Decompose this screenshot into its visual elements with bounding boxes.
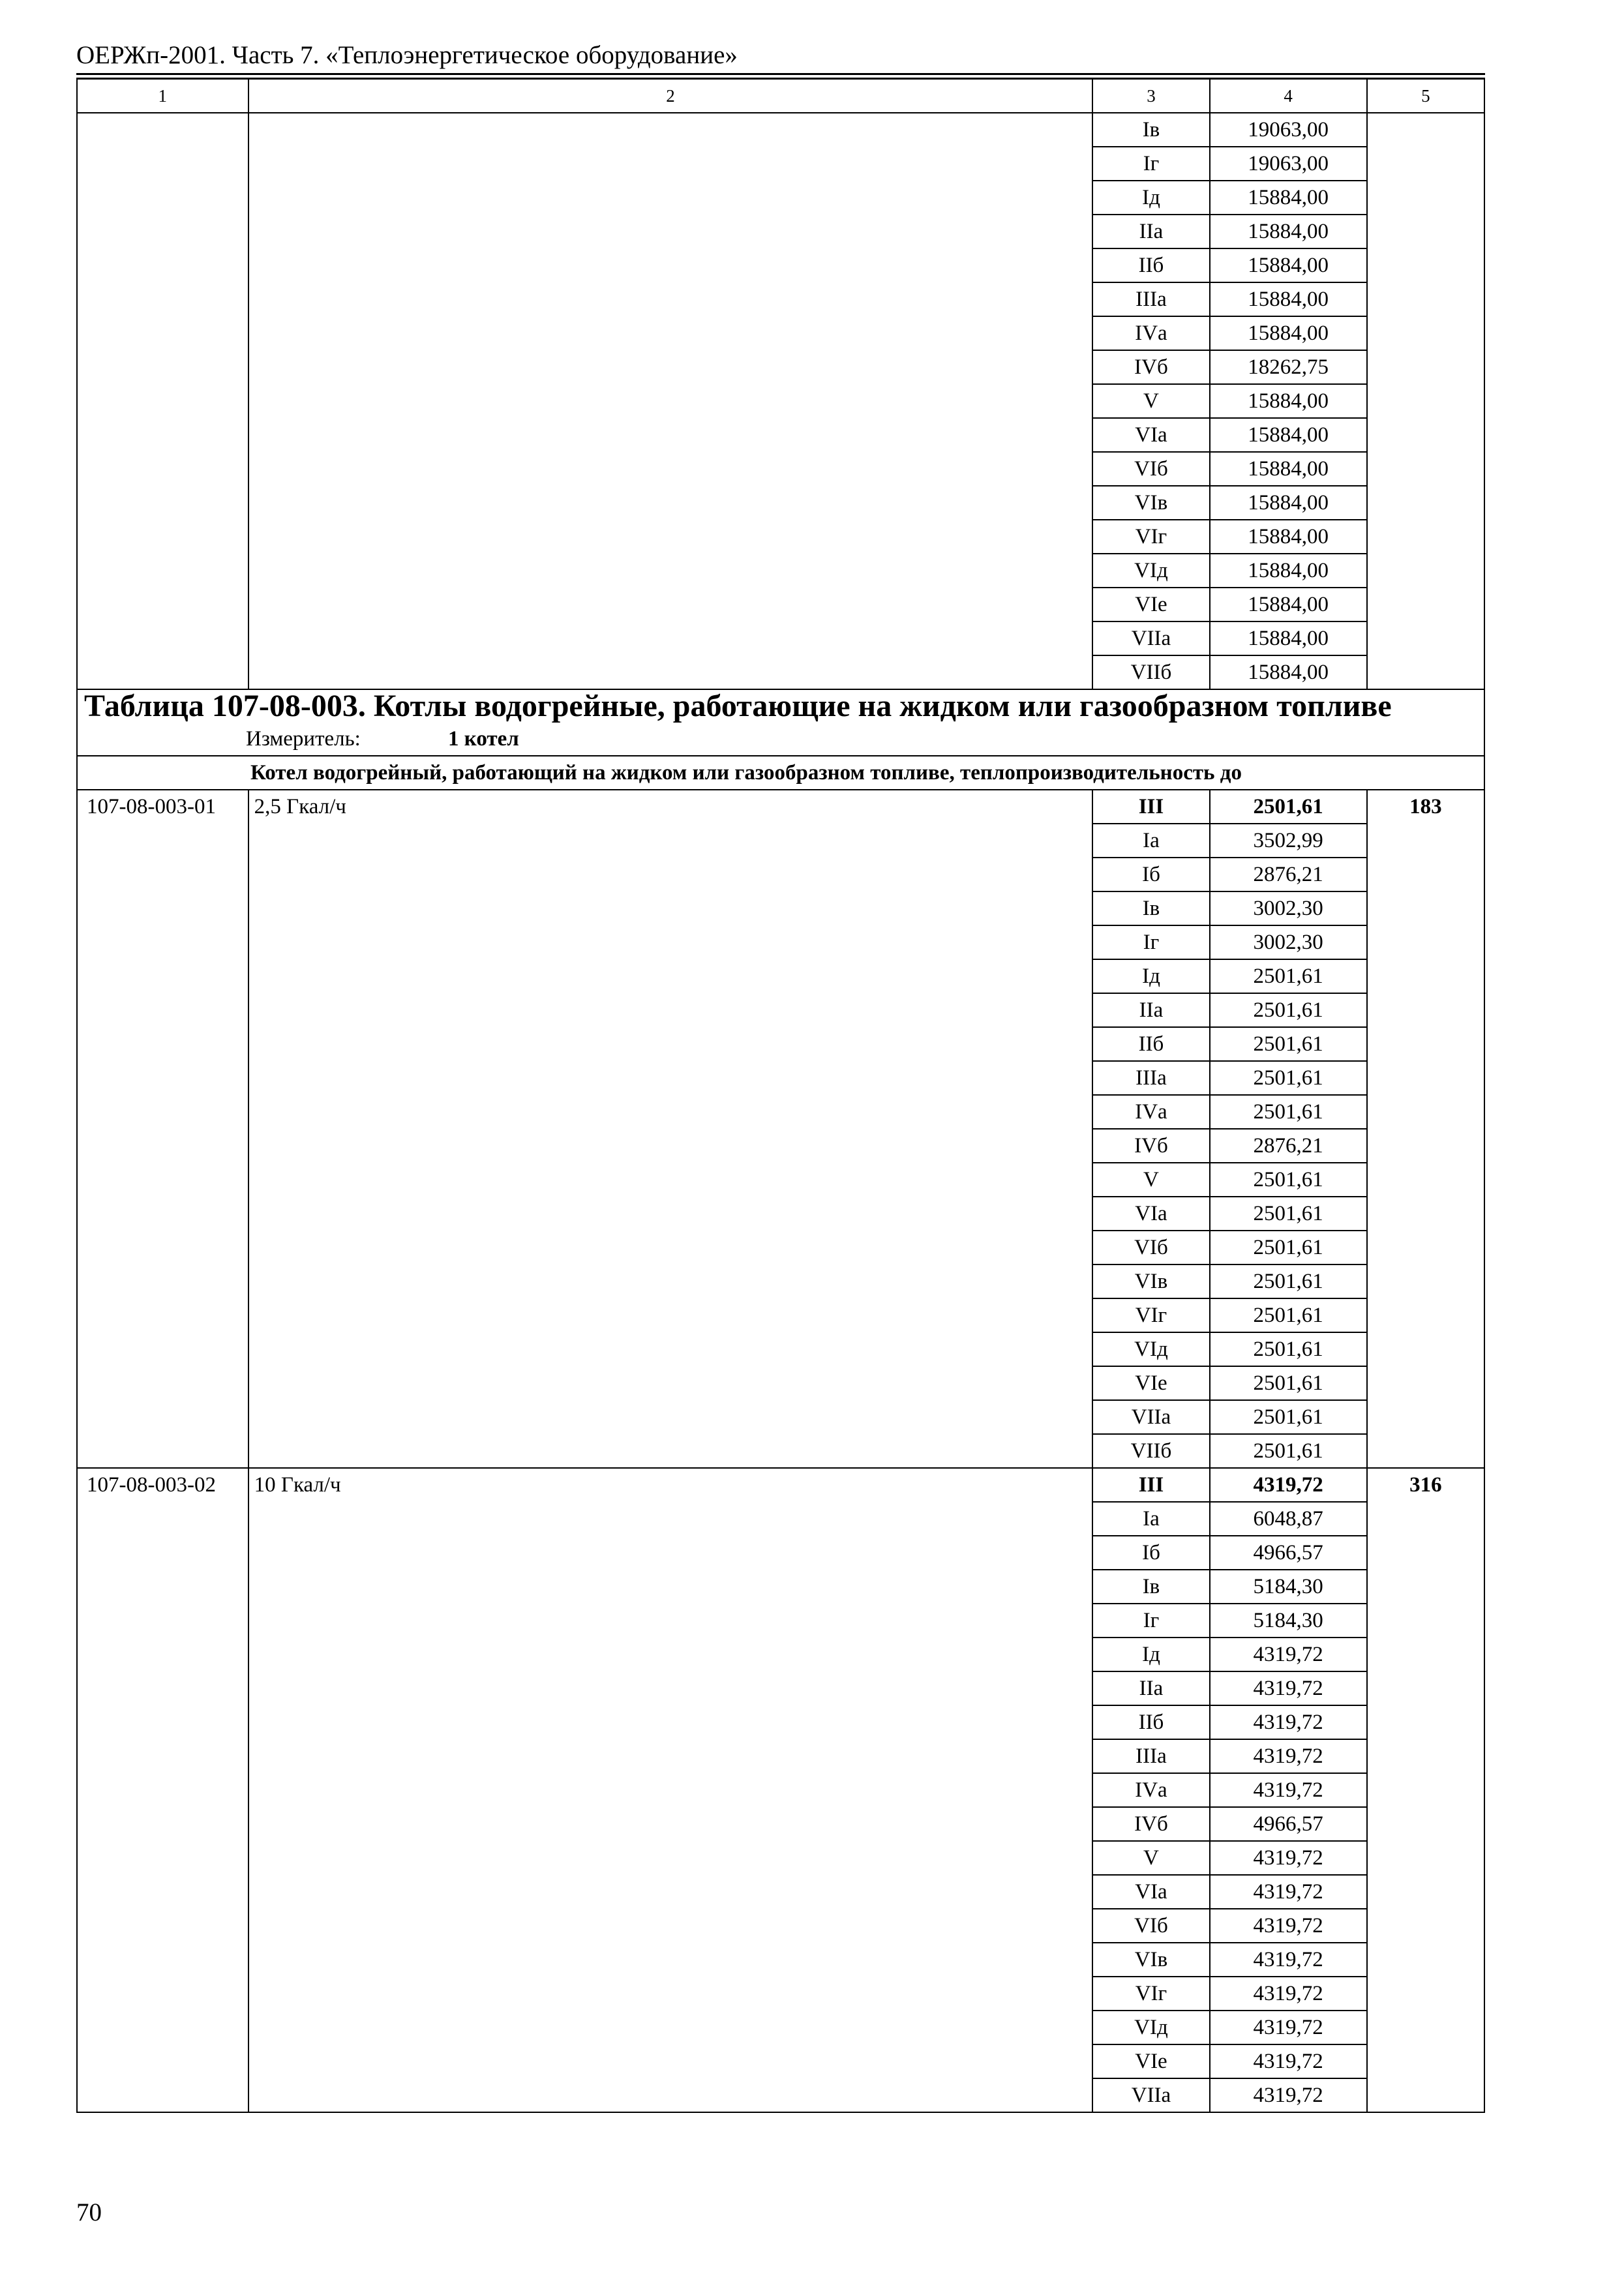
table-subtitle: Котел водогрейный, работающий на жидком или газообразном топливе, теплопроизводительность до <box>77 756 1484 790</box>
item-code: 107-08-003-01 <box>77 790 248 1468</box>
item-col5: 183 <box>1367 790 1484 1468</box>
price-cell: 15884,00 <box>1210 554 1367 588</box>
price-cell: 4319,72 <box>1210 1705 1367 1739</box>
price-cell: 15884,00 <box>1210 588 1367 621</box>
price-cell: 4319,72 <box>1210 1739 1367 1773</box>
price-cell: 4319,72 <box>1210 1977 1367 2011</box>
measure-value: 1 котел <box>448 727 519 751</box>
region-cell: IVа <box>1092 1095 1209 1129</box>
region-cell: IIIа <box>1092 1061 1209 1095</box>
price-cell: 5184,30 <box>1210 1604 1367 1638</box>
region-cell: VIе <box>1092 2044 1209 2078</box>
price-cell: 15884,00 <box>1210 282 1367 316</box>
price-cell: 19063,00 <box>1210 147 1367 181</box>
region-cell: IVб <box>1092 1129 1209 1163</box>
price-cell: 4319,72 <box>1210 1773 1367 1807</box>
price-cell: 15884,00 <box>1210 655 1367 689</box>
price-cell: 2501,61 <box>1210 993 1367 1027</box>
region-cell: VIг <box>1092 1298 1209 1332</box>
region-cell: VIе <box>1092 1366 1209 1400</box>
region-cell: VIIа <box>1092 621 1209 655</box>
name-cell <box>248 113 1093 689</box>
price-cell: 2501,61 <box>1210 1298 1367 1332</box>
price-cell: 15884,00 <box>1210 384 1367 418</box>
column-number: 2 <box>248 79 1093 113</box>
price-cell: 15884,00 <box>1210 452 1367 486</box>
table-title-row <box>77 689 1484 723</box>
region-cell: VIб <box>1092 1231 1209 1264</box>
region-cell: Iб <box>1092 1536 1209 1570</box>
table-row <box>77 113 1484 147</box>
price-cell: 4319,72 <box>1210 1468 1367 1502</box>
region-cell: VIд <box>1092 2011 1209 2044</box>
region-cell: Iв <box>1092 113 1209 147</box>
region-cell: VIг <box>1092 520 1209 554</box>
price-cell: 5184,30 <box>1210 1570 1367 1604</box>
region-cell: VIе <box>1092 588 1209 621</box>
price-cell: 2501,61 <box>1210 1264 1367 1298</box>
price-cell: 15884,00 <box>1210 621 1367 655</box>
price-cell: 15884,00 <box>1210 418 1367 452</box>
region-cell: IIIа <box>1092 1739 1209 1773</box>
price-cell: 2501,61 <box>1210 1400 1367 1434</box>
region-cell: IIб <box>1092 248 1209 282</box>
region-cell: IVа <box>1092 1773 1209 1807</box>
price-cell: 2501,61 <box>1210 959 1367 993</box>
column-number: 5 <box>1367 79 1484 113</box>
table-title: Таблица 107-08-003. Котлы водогрейные, работающие на жидком или газообразном топливе <box>77 689 1484 723</box>
price-cell: 4319,72 <box>1210 1875 1367 1909</box>
region-cell: IIб <box>1092 1027 1209 1061</box>
region-cell: III <box>1092 790 1209 824</box>
region-cell: Iа <box>1092 1502 1209 1536</box>
price-cell: 15884,00 <box>1210 248 1367 282</box>
item-name: 2,5 Гкал/ч <box>248 790 1093 1468</box>
region-cell: VIIа <box>1092 2078 1209 2112</box>
region-cell: IIIа <box>1092 282 1209 316</box>
region-cell: Iд <box>1092 959 1209 993</box>
price-cell: 15884,00 <box>1210 181 1367 215</box>
region-cell: Iг <box>1092 147 1209 181</box>
price-cell: 4319,72 <box>1210 1671 1367 1705</box>
region-cell: IVа <box>1092 316 1209 350</box>
region-cell: VIв <box>1092 1943 1209 1977</box>
region-cell: VIIб <box>1092 655 1209 689</box>
measure-row <box>77 723 1484 756</box>
header-rule <box>76 73 1485 75</box>
rates-table <box>76 78 1485 2113</box>
price-cell: 15884,00 <box>1210 316 1367 350</box>
price-cell: 3002,30 <box>1210 891 1367 925</box>
column-number: 1 <box>77 79 248 113</box>
column-number: 3 <box>1092 79 1209 113</box>
region-cell: VIб <box>1092 452 1209 486</box>
region-cell: VIв <box>1092 486 1209 520</box>
column-number: 4 <box>1210 79 1367 113</box>
region-cell: IVб <box>1092 350 1209 384</box>
column-number-row <box>77 79 1484 113</box>
price-cell: 15884,00 <box>1210 215 1367 248</box>
region-cell: VIа <box>1092 1875 1209 1909</box>
region-cell: VIд <box>1092 1332 1209 1366</box>
region-cell: VIд <box>1092 554 1209 588</box>
price-cell: 2501,61 <box>1210 1332 1367 1366</box>
item-col5: 316 <box>1367 1468 1484 2112</box>
price-cell: 2501,61 <box>1210 1231 1367 1264</box>
region-cell: Iв <box>1092 891 1209 925</box>
region-cell: Iг <box>1092 1604 1209 1638</box>
page-number: 70 <box>76 2198 102 2226</box>
price-cell: 2501,61 <box>1210 1197 1367 1231</box>
price-cell: 19063,00 <box>1210 113 1367 147</box>
region-cell: Iд <box>1092 181 1209 215</box>
price-cell: 4966,57 <box>1210 1536 1367 1570</box>
region-cell: IIа <box>1092 215 1209 248</box>
region-cell: Iа <box>1092 824 1209 858</box>
code-cell <box>77 113 248 689</box>
region-cell: Iг <box>1092 925 1209 959</box>
table-row <box>77 790 1484 824</box>
measure-cell <box>77 723 1484 756</box>
region-cell: V <box>1092 384 1209 418</box>
item-name: 10 Гкал/ч <box>248 1468 1093 2112</box>
price-cell: 3002,30 <box>1210 925 1367 959</box>
price-cell: 2876,21 <box>1210 858 1367 891</box>
price-cell: 6048,87 <box>1210 1502 1367 1536</box>
price-cell: 2501,61 <box>1210 1163 1367 1197</box>
price-cell: 4966,57 <box>1210 1807 1367 1841</box>
region-cell: Iб <box>1092 858 1209 891</box>
price-cell: 2501,61 <box>1210 790 1367 824</box>
measure-label: Измеритель: <box>246 727 361 751</box>
price-cell: 2501,61 <box>1210 1061 1367 1095</box>
price-cell: 2501,61 <box>1210 1434 1367 1468</box>
price-cell: 4319,72 <box>1210 1841 1367 1875</box>
item-code: 107-08-003-02 <box>77 1468 248 2112</box>
price-cell: 4319,72 <box>1210 2011 1367 2044</box>
price-cell: 4319,72 <box>1210 1943 1367 1977</box>
region-cell: IIа <box>1092 1671 1209 1705</box>
price-cell: 4319,72 <box>1210 2078 1367 2112</box>
region-cell: V <box>1092 1841 1209 1875</box>
col5-cell <box>1367 113 1484 689</box>
price-cell: 2876,21 <box>1210 1129 1367 1163</box>
price-cell: 18262,75 <box>1210 350 1367 384</box>
price-cell: 2501,61 <box>1210 1095 1367 1129</box>
region-cell: VIIб <box>1092 1434 1209 1468</box>
region-cell: VIIа <box>1092 1400 1209 1434</box>
page-header: ОЕРЖп-2001. Часть 7. «Теплоэнергетическое оборудование» <box>76 41 738 69</box>
price-cell: 4319,72 <box>1210 1909 1367 1943</box>
region-cell: VIб <box>1092 1909 1209 1943</box>
table-row <box>77 1468 1484 1502</box>
region-cell: VIа <box>1092 1197 1209 1231</box>
region-cell: IIб <box>1092 1705 1209 1739</box>
price-cell: 15884,00 <box>1210 520 1367 554</box>
region-cell: IVб <box>1092 1807 1209 1841</box>
price-cell: 4319,72 <box>1210 1638 1367 1671</box>
region-cell: IIа <box>1092 993 1209 1027</box>
price-cell: 2501,61 <box>1210 1027 1367 1061</box>
region-cell: VIа <box>1092 418 1209 452</box>
price-cell: 15884,00 <box>1210 486 1367 520</box>
region-cell: VIг <box>1092 1977 1209 2011</box>
subtitle-row <box>77 756 1484 790</box>
region-cell: V <box>1092 1163 1209 1197</box>
region-cell: VIв <box>1092 1264 1209 1298</box>
region-cell: Iд <box>1092 1638 1209 1671</box>
price-cell: 3502,99 <box>1210 824 1367 858</box>
region-cell: Iв <box>1092 1570 1209 1604</box>
price-cell: 2501,61 <box>1210 1366 1367 1400</box>
price-cell: 4319,72 <box>1210 2044 1367 2078</box>
region-cell: III <box>1092 1468 1209 1502</box>
